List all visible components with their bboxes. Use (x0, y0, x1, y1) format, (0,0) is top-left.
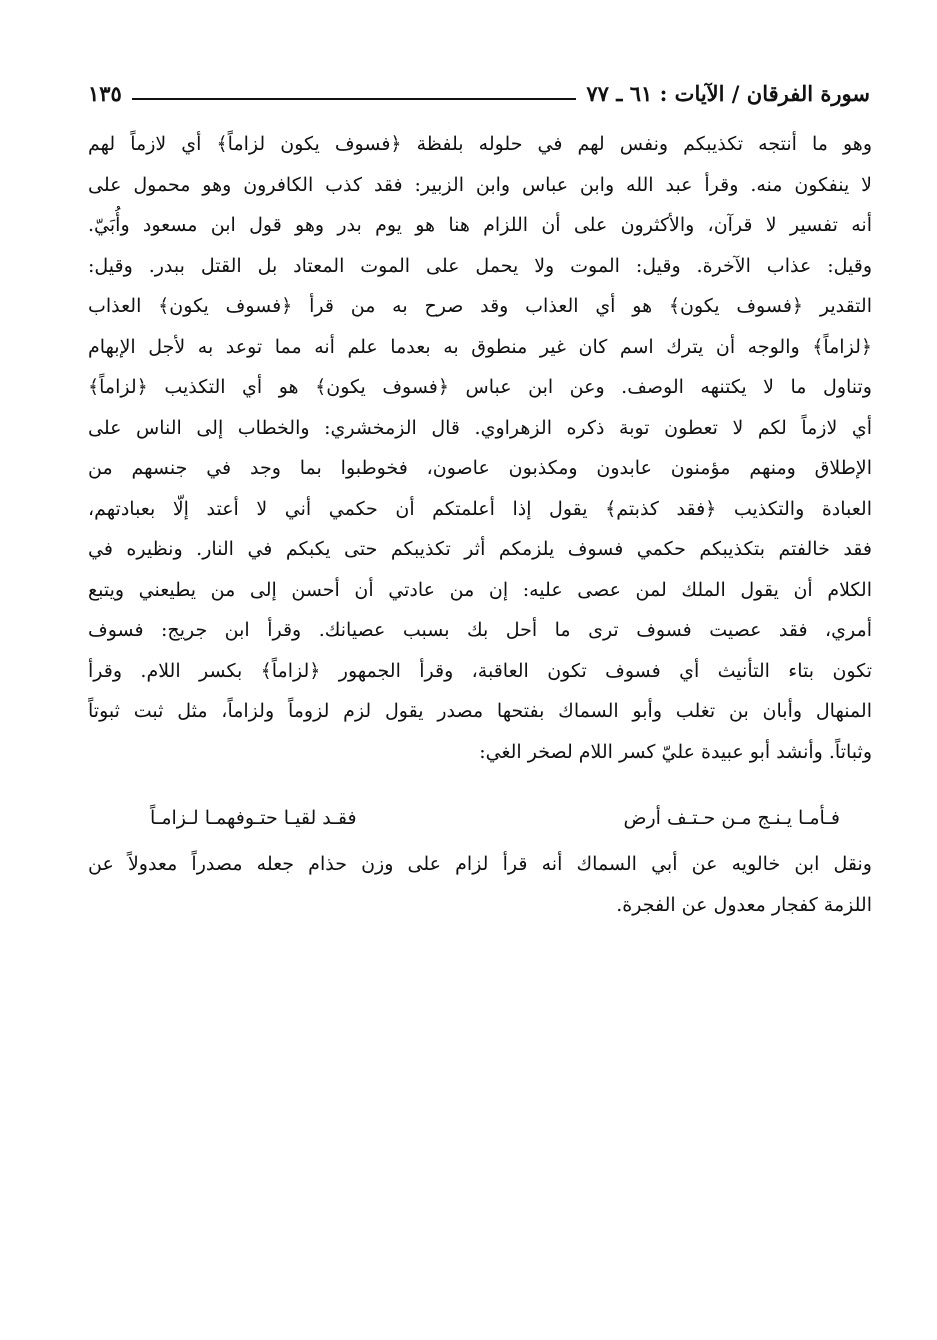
text-line: التقدير ﴿فسوف يكون﴾ هو أي العذاب وقد صرح به من قرأ ﴿فسوف يكون﴾ العذاب (88, 295, 872, 317)
page-number: ١٣٥ (88, 81, 122, 106)
page-header (88, 72, 870, 108)
main-paragraph (88, 124, 872, 772)
verse-second-hemistich: فقـد لقيـا حتـوفهمـا لـزامـاً (150, 807, 357, 829)
text-line: الإطلاق ومنهم مؤمنون عابدون ومكذبون عاصون، فخوطبوا بما وجد في جنسهم من (88, 457, 872, 479)
poetry-verse (150, 798, 840, 838)
text-line: أي لازماً لكم لا تعطون توبة ذكره الزهراوي. قال الزمخشري: والخطاب إلى الناس على (88, 416, 872, 439)
text-line: وهو ما أنتجه تكذيبكم ونفس لهم في حلوله بلفظة ﴿فسوف يكون لزاماً﴾ أي لازماً لهم (88, 133, 872, 155)
text-line: العبادة والتكذيب ﴿فقد كذبتم﴾ يقول إذا أعلمتكم أن حكمي أني لا أعتد إلّا بعبادتهم، (88, 497, 872, 520)
text-line: اللزمة كفجار معدول عن الفجرة. (616, 893, 872, 916)
text-line: وقيل: عذاب الآخرة. وقيل: الموت ولا يحمل على الموت المعتاد بل القتل ببدر. وقيل: (88, 254, 872, 277)
text-line: الكلام أن يقول الملك لمن عصى عليه: إن من عادتي أن أحسن إلى من يطيعني ويتبع (88, 578, 872, 601)
text-line: ﴿لزاماً﴾ والوجه أن يترك اسم كان غير منطوق به بعدما علم أنه مما توعد به لأجل الإبهام (88, 335, 872, 358)
text-line: أمري، فقد عصيت فسوف ترى ما أحل بك بسبب عصيانك. وقرأ ابن جريج: فسوف (88, 619, 872, 641)
text-line: ونقل ابن خالويه عن أبي السماك أنه قرأ لزام على وزن حذام جعله مصدراً معدولاً عن (88, 853, 872, 875)
closing-paragraph (88, 844, 872, 925)
text-line: وثباتاً. وأنشد أبو عبيدة عليّ كسر اللام لصخر الغي: (479, 740, 872, 763)
text-line: لا ينفكون منه. وقرأ عبد الله وابن عباس وابن الزبير: فقد كذب الكافرون وهو محمول على (88, 173, 872, 196)
text-line: أنه تفسير لا قرآن، والأكثرون على أن اللزام هنا هو يوم بدر وهو قول ابن مسعود وأُبَيّ. (88, 214, 872, 236)
text-line: تكون بتاء التأنيث أي فسوف تكون العاقبة، وقرأ الجمهور ﴿لزاماً﴾ بكسر اللام. وقرأ (88, 659, 872, 682)
running-title: سورة الفرقان / الآيات : ٦١ ـ ٧٧ (586, 81, 870, 106)
text-line: فقد خالفتم بتكذيبكم حكمي فسوف يلزمكم أثر تكذيبكم حتى يكبكم في النار. ونظيره في (88, 538, 872, 560)
text-line: المنهال وأبان بن تغلب وأبو السماك بفتحها مصدر يقول لزم لزوماً ولزاماً، مثل ثبت ثبوتاً (88, 700, 872, 722)
verse-first-hemistich: فـأمـا يـنـج مـن حـتـف أرض (623, 807, 840, 829)
text-line: وتناول ما لا يكتنهه الوصف. وعن ابن عباس ﴿فسوف يكون﴾ هو أي التكذيب ﴿لزاماً﴾ (88, 376, 872, 398)
header-rule (132, 98, 577, 100)
